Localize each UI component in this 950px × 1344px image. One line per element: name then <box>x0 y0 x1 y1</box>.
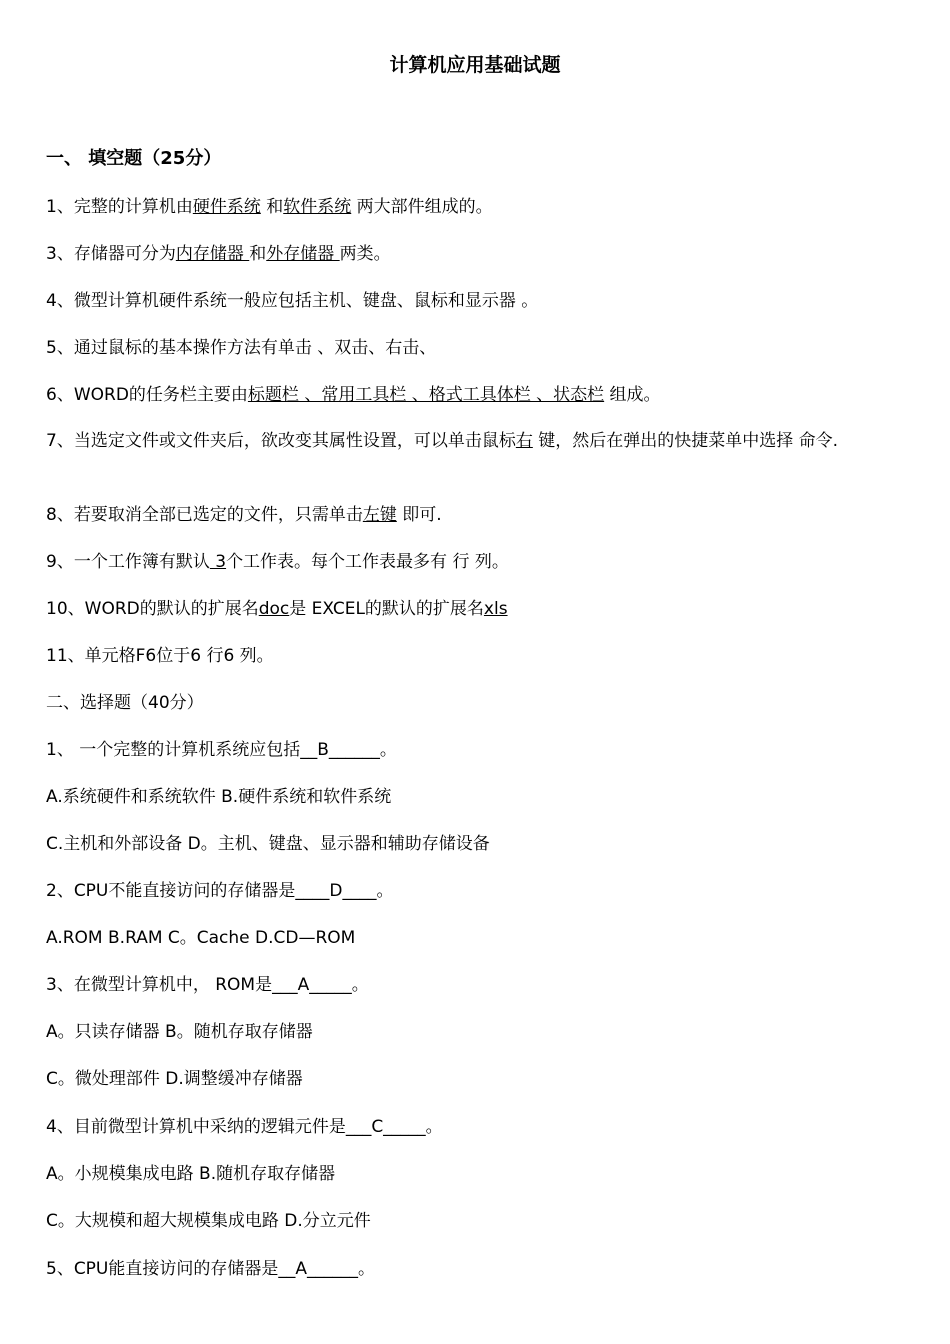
text: 8、若要取消全部已选定的文件，只需单击 <box>46 505 363 525</box>
answer-underlined: 内存储器 <box>175 244 250 264</box>
mc-line: 5、CPU能直接访问的存储器是__A______。 <box>46 1259 376 1279</box>
answer-underlined: xls <box>483 599 508 619</box>
mc-line: A。只读存储器 B。随机存取存储器 <box>46 1022 313 1042</box>
text: 两类。 <box>339 244 391 264</box>
question-5: 5、通过鼠标的基本操作方法有单击 、双击、右击、 <box>46 338 437 358</box>
mc-line: C。大规模和超大规模集成电路 D.分立元件 <box>46 1211 371 1231</box>
text: 7、当选定文件或文件夹后，欲改变其属性设置，可以单击鼠标 <box>46 431 516 451</box>
section-heading-fill-blank: 一、 填空题（25分） <box>46 148 222 169</box>
text: 组成。 <box>604 385 661 405</box>
mc-line: C。微处理部件 D.调整缓冲存储器 <box>46 1069 303 1089</box>
answer-underlined: 右 <box>515 431 533 451</box>
answer-underlined: 硬件系统 <box>192 197 261 217</box>
text: 10、WORD的默认的扩展名 <box>46 599 259 619</box>
text: 1、完整的计算机由 <box>46 197 193 217</box>
text: 和 <box>249 244 267 264</box>
mc-line: A.系统硬件和系统软件 B.硬件系统和软件系统 <box>46 787 392 807</box>
question-1 <box>46 194 906 220</box>
mc-line: 2、CPU不能直接访问的存储器是____D____。 <box>46 881 394 901</box>
mc-line: 3、在微型计算机中， ROM是___A_____。 <box>46 975 369 995</box>
text: 6、WORD的任务栏主要由 <box>46 385 248 405</box>
document-title: 计算机应用基础试题 <box>389 54 561 76</box>
text: 两大部件组成的。 <box>351 197 493 217</box>
mc-line: A。小规模集成电路 B.随机存取存储器 <box>46 1164 336 1184</box>
answer-underlined: 左键 <box>362 505 397 525</box>
question-7 <box>46 429 902 453</box>
mc-line: C.主机和外部设备 D。主机、键盘、显示器和辅助存储设备 <box>46 834 490 854</box>
answer-underlined: 3 <box>209 552 227 572</box>
text: 和 <box>260 197 284 217</box>
mc-line: A.ROM B.RAM C。Cache D.CD—ROM <box>46 928 356 948</box>
answer-underlined: 软件系统 <box>283 197 352 217</box>
question-3 <box>46 241 906 267</box>
text: 是 EXCEL的默认的扩展名 <box>289 599 484 619</box>
answer-underlined: 标题栏 、常用工具栏 、格式工具体栏 、状态栏 <box>247 385 605 405</box>
section-heading-multiple-choice: 二、选择题（40分） <box>46 693 204 713</box>
question-9 <box>46 549 906 575</box>
question-6 <box>46 382 906 408</box>
question-10 <box>46 596 906 622</box>
text: 9、一个工作簿有默认 <box>46 552 210 572</box>
question-4: 4、微型计算机硬件系统一般应包括主机、键盘、鼠标和显示器 。 <box>46 291 539 311</box>
mc-line: 4、目前微型计算机中采纳的逻辑元件是___C_____。 <box>46 1117 443 1137</box>
text: 即可. <box>396 505 442 525</box>
question-8 <box>46 502 906 528</box>
question-11: 11、单元格F6位于6 行6 列。 <box>46 646 274 666</box>
text: 键，然后在弹出的快捷菜单中选择 命令. <box>532 431 839 451</box>
answer-underlined: doc <box>258 599 290 619</box>
text: 个工作表。每个工作表最多有 行 列。 <box>226 552 509 572</box>
answer-underlined: 外存储器 <box>266 244 340 264</box>
text: 3、存储器可分为 <box>46 244 176 264</box>
mc-line: 1、 一个完整的计算机系统应包括__B______。 <box>46 740 397 760</box>
